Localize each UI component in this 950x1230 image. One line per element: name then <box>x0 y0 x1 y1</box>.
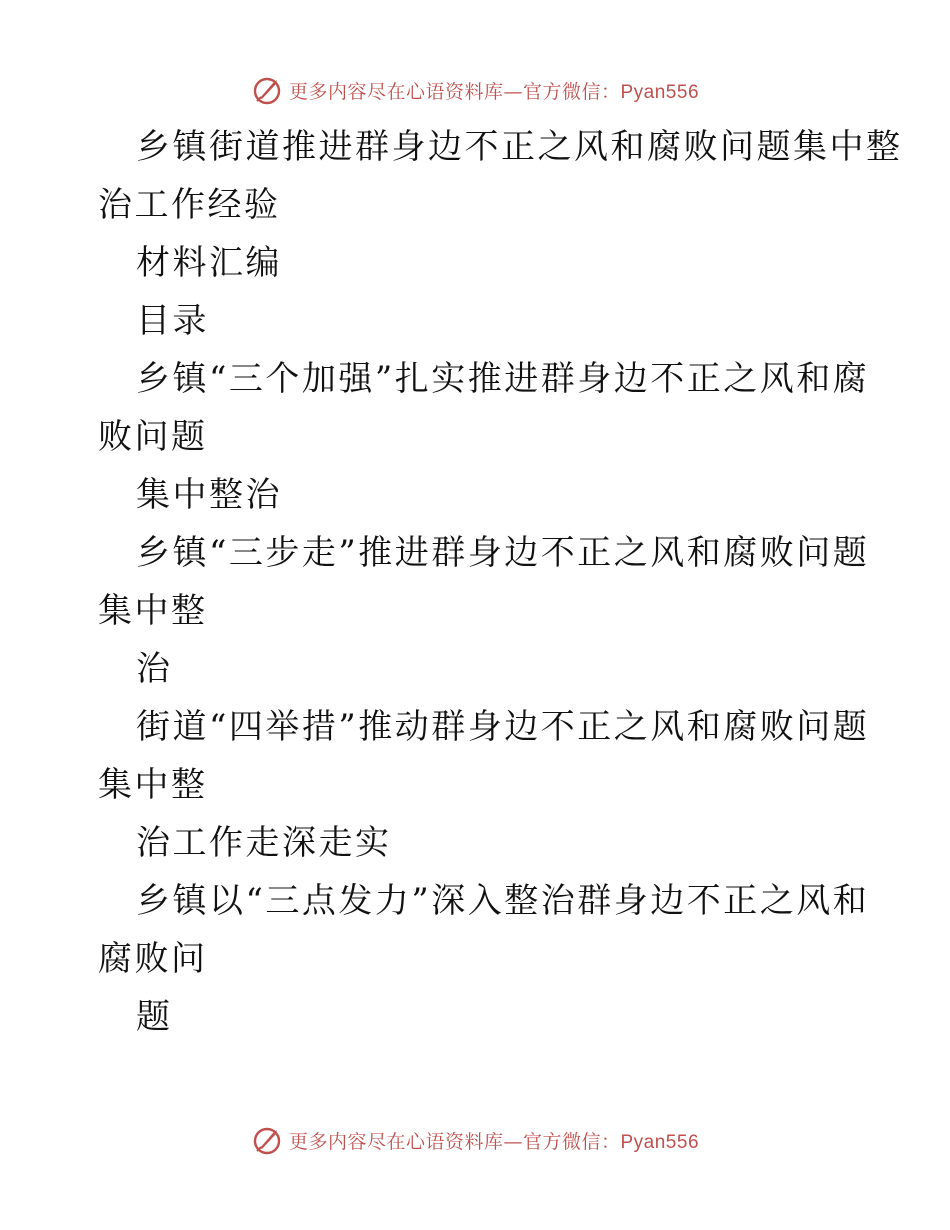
footer-banner <box>0 1120 950 1160</box>
footer-wechat-id: Pyan556 <box>620 1131 700 1153</box>
document-line: 治 <box>136 649 173 689</box>
document-line: 乡镇以“三点发力”深入整治群身边不正之风和 <box>136 881 870 921</box>
quill-logo-icon <box>251 74 283 106</box>
document-line: 集中整 <box>98 765 208 805</box>
document-line: 题 <box>136 997 173 1037</box>
document-body <box>98 118 903 1046</box>
document-line: 败问题 <box>98 417 208 457</box>
document-line: 治工作经验 <box>98 185 281 225</box>
document-line: 治工作走深走实 <box>136 823 392 863</box>
header-wechat-id: Pyan556 <box>620 81 700 103</box>
document-line: 材料汇编 <box>136 243 282 283</box>
document-line: 街道“四举措”推动群身边不正之风和腐败问题 <box>136 707 870 747</box>
document-line: 乡镇“三个加强”扎实推进群身边不正之风和腐 <box>136 359 870 399</box>
document-line: 乡镇“三步走”推进群身边不正之风和腐败问题 <box>136 533 870 573</box>
document-line: 腐败问 <box>98 939 208 979</box>
footer-banner-label: 更多内容尽在心语资料库—官方微信： <box>288 1130 621 1153</box>
document-line: 集中整 <box>98 591 208 631</box>
document-line: 乡镇街道推进群身边不正之风和腐败问题集中整 <box>136 127 903 167</box>
quill-logo-icon <box>251 1124 283 1156</box>
header-banner <box>0 70 950 110</box>
header-banner-label: 更多内容尽在心语资料库—官方微信： <box>288 80 621 103</box>
document-line: 集中整治 <box>136 475 282 515</box>
footer-banner-text <box>289 1127 699 1154</box>
document-line: 目录 <box>136 301 209 341</box>
header-banner-text <box>289 77 699 104</box>
